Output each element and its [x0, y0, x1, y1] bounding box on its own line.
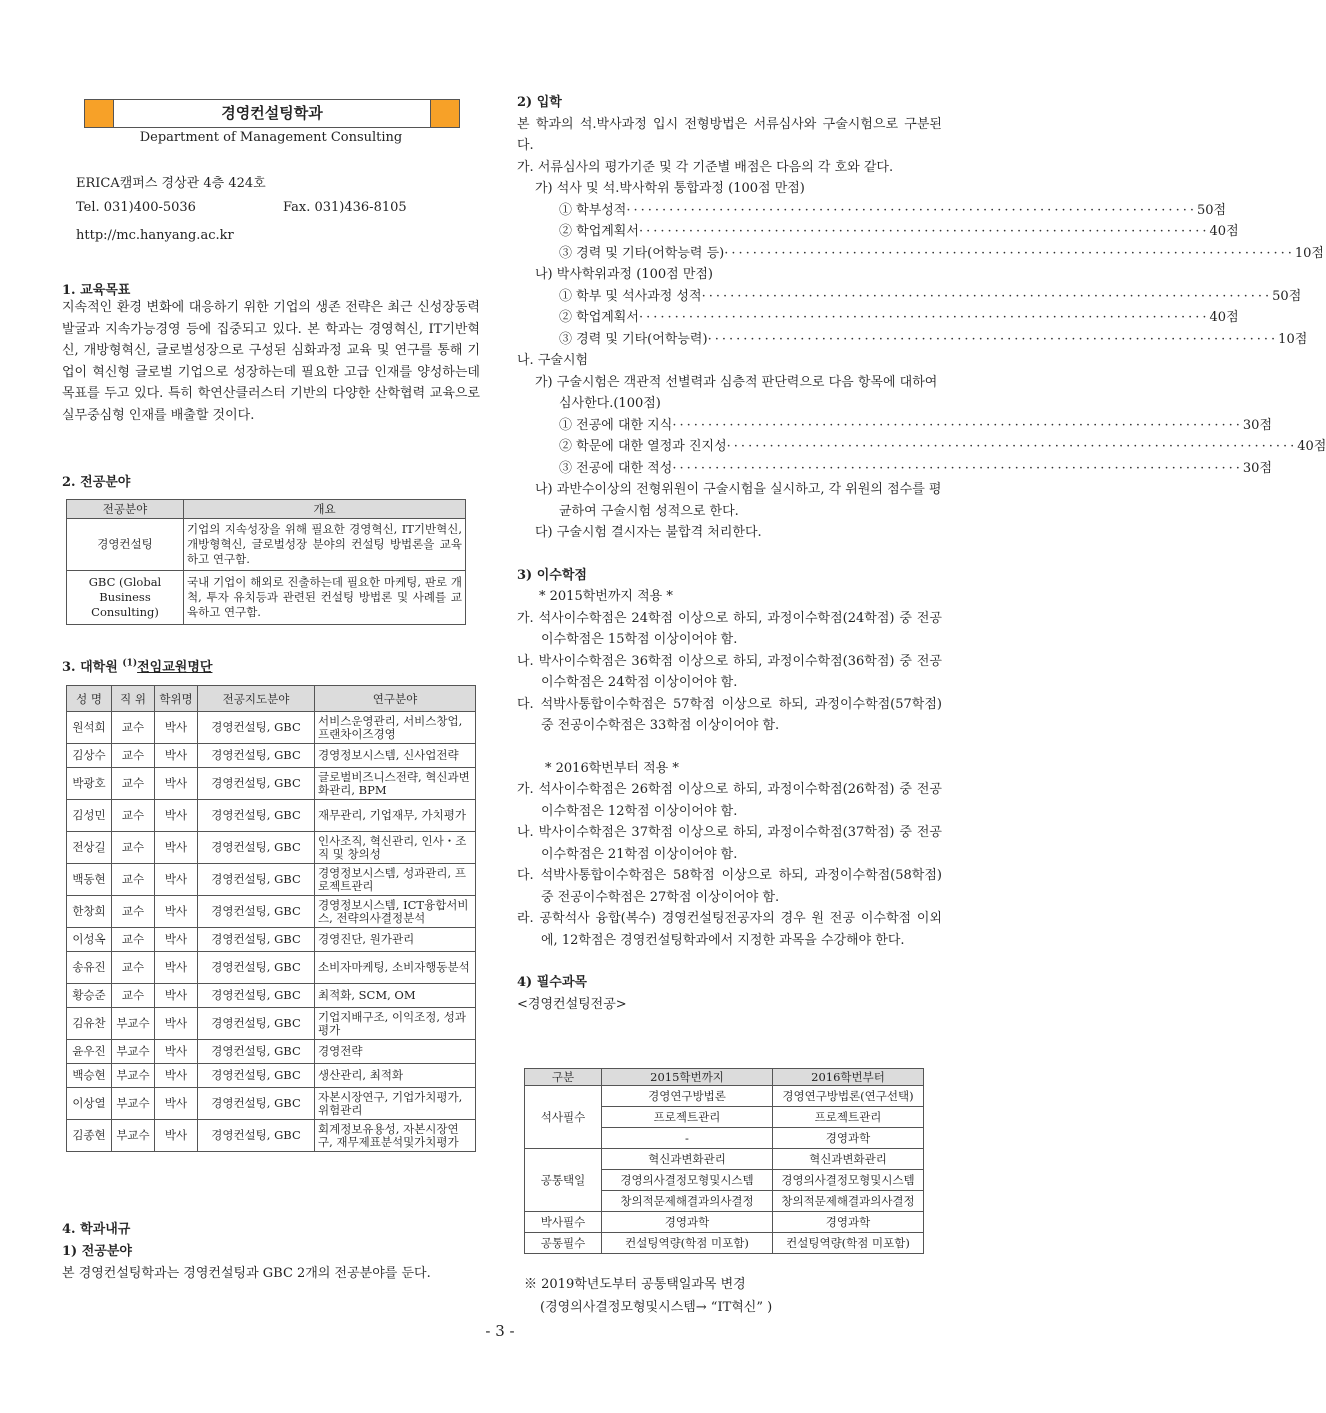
category-cell: 공통필수: [525, 1233, 602, 1254]
score-value: 50점: [1196, 202, 1227, 218]
score-value: 40점: [1209, 310, 1239, 325]
table-row: [67, 832, 476, 864]
major-summary-cell: 기업의 지속성장을 위해 필요한 경영혁신, IT기반혁신, 개방형혁신, 글로벌성장 분야의 컨설팅 방법론을 교육하고 연구함.: [184, 519, 466, 571]
table-cell: 박사: [155, 896, 198, 928]
table-row: [67, 1064, 476, 1088]
table-cell: 회계정보유용성, 자본시장연구, 재무제표분석및가치평가: [315, 1120, 476, 1152]
dot-leader: ················································································: [638, 310, 1210, 325]
table-cell: 박사: [155, 952, 198, 984]
table-cell: 교수: [112, 896, 155, 928]
course-cell: 경영과학: [773, 1128, 924, 1149]
score-label: ① 학부성적: [559, 202, 627, 218]
admission-ga1-list: [517, 200, 1324, 265]
footnote-marker: (1): [122, 658, 138, 669]
table-cell: 김유찬: [67, 1008, 112, 1040]
score-value: 10점: [1294, 245, 1324, 261]
table-cell: 박사: [155, 744, 198, 768]
dot-leader: ················································································: [726, 439, 1298, 454]
major-fields-table: [66, 499, 466, 625]
admission-na: 나. 구술시험: [517, 353, 589, 368]
table-header: 연구분야: [315, 686, 476, 712]
required-heading: 4) 필수과목: [517, 975, 587, 990]
fax: Fax. 031)436-8105: [283, 200, 407, 215]
table-cell: 부교수: [112, 1064, 155, 1088]
table-cell: 교수: [112, 928, 155, 952]
credit-item: 나. 박사이수학점은 37학점 이상으로 하되, 과정이수학점(37학점) 중 전공이수학점은 21학점 이상이어야 함.: [517, 825, 942, 862]
course-cell: 경영의사결정모형및시스템: [773, 1170, 924, 1191]
table-cell: 이상열: [67, 1088, 112, 1120]
table-cell: 경영컨설팅, GBC: [198, 928, 315, 952]
admission-na1: 가) 구술시험은 객관적 선별력과 심층적 판단력으로 다음 항목에 대하여 심사한다.(100점): [535, 374, 938, 411]
table-row: [525, 1086, 924, 1107]
table-cell: 경영정보시스템, ICT융합서비스, 전략의사결정분석: [315, 896, 476, 928]
table-row: [67, 864, 476, 896]
table-cell: 황승준: [67, 984, 112, 1008]
score-value: 40점: [1209, 224, 1239, 239]
course-cell: 혁신과변화관리: [773, 1149, 924, 1170]
table-cell: 경영컨설팅, GBC: [198, 1088, 315, 1120]
required-note-2: (경영의사결정모형및시스템→ “IT혁신” ): [540, 1300, 773, 1315]
dot-leader: ················································································: [701, 288, 1273, 304]
table-cell: 김성민: [67, 800, 112, 832]
score-item: [559, 286, 1302, 308]
course-cell: 경영과학: [773, 1212, 924, 1233]
course-cell: 경영연구방법론(연구선택): [773, 1086, 924, 1107]
score-label: ③ 경력 및 기타(어학능력 등): [559, 245, 725, 261]
table-cell: 생산관리, 최적화: [315, 1064, 476, 1088]
department-title-box: [84, 99, 460, 128]
table-header: 직 위: [112, 686, 155, 712]
table-cell: 경영컨설팅, GBC: [198, 800, 315, 832]
address: ERICA캠퍼스 경상관 4층 424호: [76, 176, 266, 191]
course-cell: 경영과학: [602, 1212, 773, 1233]
table-cell: 경영컨설팅, GBC: [198, 1008, 315, 1040]
table-cell: 소비자마케팅, 소비자행동분석: [315, 952, 476, 984]
dot-leader: ················································································: [672, 460, 1243, 476]
category-cell: 석사필수: [525, 1086, 602, 1149]
table-cell: 박사: [155, 1040, 198, 1064]
score-label: ② 학업계획서: [559, 224, 639, 239]
course-cell: 프로젝트관리: [602, 1107, 773, 1128]
table-header: 2015학번까지: [602, 1069, 773, 1086]
table-header: 학위명: [155, 686, 198, 712]
score-item: [559, 243, 1324, 265]
table-cell: 경영컨설팅, GBC: [198, 952, 315, 984]
table-row: [67, 1120, 476, 1152]
table-cell: 박사: [155, 984, 198, 1008]
table-row: [67, 800, 476, 832]
score-value: 40점: [1297, 439, 1326, 454]
admission-intro: 본 학과의 석.박사과정 입시 전형방법은 서류심사와 구술시험으로 구분된다.: [517, 116, 942, 153]
table-cell: 부교수: [112, 1040, 155, 1064]
telephone: Tel. 031)400-5036: [76, 200, 196, 215]
table-header: 성 명: [67, 686, 112, 712]
table-cell: 부교수: [112, 1088, 155, 1120]
section2-heading: 2. 전공분야: [62, 475, 131, 490]
score-label: ① 학부 및 석사과정 성적: [559, 288, 702, 304]
table-cell: 부교수: [112, 1120, 155, 1152]
table-row: [67, 896, 476, 928]
table-cell: 교수: [112, 864, 155, 896]
table-cell: 경영컨설팅, GBC: [198, 712, 315, 744]
title-accent-left: [85, 100, 113, 127]
table-cell: 박사: [155, 800, 198, 832]
section3-heading-main: 전임교원명단: [137, 660, 213, 675]
table-row: [525, 1212, 924, 1233]
department-title: 경영컨설팅학과: [113, 100, 431, 127]
table-cell: 교수: [112, 744, 155, 768]
score-value: 50점: [1272, 288, 1302, 304]
table-cell: 교수: [112, 832, 155, 864]
credits-2016-list: [517, 779, 942, 951]
table-cell: 박사: [155, 768, 198, 800]
score-item: [559, 221, 1239, 243]
table-cell: 박사: [155, 864, 198, 896]
score-value: 10점: [1278, 331, 1308, 347]
table-cell: 교수: [112, 984, 155, 1008]
table-cell: 박사: [155, 1120, 198, 1152]
table-row: [525, 1149, 924, 1170]
table-cell: 경영정보시스템, 성과관리, 프로젝트관리: [315, 864, 476, 896]
table-cell: 원석희: [67, 712, 112, 744]
table-cell: 경영진단, 원가관리: [315, 928, 476, 952]
credit-item: 가. 석사이수학점은 26학점 이상으로 하되, 과정이수학점(26학점) 중 전공이수학점은 12학점 이상이어야 함.: [517, 782, 942, 819]
section3-heading-prefix: 3. 대학원: [62, 660, 123, 675]
table-cell: 부교수: [112, 1008, 155, 1040]
department-title-english: Department of Management Consulting: [139, 130, 403, 145]
dot-leader: ················································································: [638, 224, 1210, 239]
score-label: ① 전공에 대한 지식: [559, 417, 673, 433]
right-column: [517, 92, 1326, 1015]
course-cell: 혁신과변화관리: [602, 1149, 773, 1170]
section1-body: 지속적인 환경 변화에 대응하기 위한 기업의 생존 전략은 최근 신성장동력 발굴과 지속가능경영 등에 집중되고 있다. 본 학과는 경영혁신, IT기반혁신, 개방형혁신, 글로벌성장으로 구성된 심화과정 교육 및 연구를 통해 기업이 혁신형 글로벌 기업으로 성장하는데 필요한 고급 인재를 양성하는데 목표를 두고 있다. 특히 학연산클러스터 기반의 다양한 산학협력 교육으로 실무중심형 인재를 배출할 것이다.: [62, 300, 480, 423]
table-cell: 한창희: [67, 896, 112, 928]
table-cell: 교수: [112, 712, 155, 744]
course-cell: 창의적문제해결과의사결정: [602, 1191, 773, 1212]
admission-ga2-title: 나) 박사학위과정 (100점 만점): [535, 267, 714, 282]
section1-heading: 1. 교육목표: [62, 283, 131, 298]
table-row: [67, 768, 476, 800]
section4-sub1-body: 본 경영컨설팅학과는 경영컨설팅과 GBC 2개의 전공분야를 둔다.: [62, 1266, 431, 1281]
course-cell: 경영의사결정모형및시스템: [602, 1170, 773, 1191]
section3-heading: [62, 656, 212, 675]
table-cell: 교수: [112, 800, 155, 832]
course-cell: 창의적문제해결과의사결정: [773, 1191, 924, 1212]
course-cell: 컨설팅역량(학점 미포함): [773, 1233, 924, 1254]
admission-na2: 나) 과반수이상의 전형위원이 구술시험을 실시하고, 각 위원의 점수를 평균하여 구술시험 성적으로 한다.: [535, 482, 942, 519]
section4-heading: 4. 학과내규: [62, 1222, 131, 1237]
table-row: [67, 952, 476, 984]
table-header: 개요: [184, 500, 466, 519]
major-field-cell: 경영컨설팅: [67, 519, 184, 571]
table-cell: 경영컨설팅, GBC: [198, 896, 315, 928]
table-cell: 박사: [155, 928, 198, 952]
admission-heading: 2) 입학: [517, 95, 562, 110]
table-cell: 송유진: [67, 952, 112, 984]
table-cell: 자본시장연구, 기업가치평가, 위험관리: [315, 1088, 476, 1120]
table-cell: 재무관리, 기업재무, 가치평가: [315, 800, 476, 832]
table-cell: 교수: [112, 768, 155, 800]
table-cell: 최적화, SCM, OM: [315, 984, 476, 1008]
category-cell: 공통택일: [525, 1149, 602, 1212]
credits-note-2016: * 2016학번부터 적용 *: [545, 760, 679, 776]
category-cell: 박사필수: [525, 1212, 602, 1233]
dot-leader: ················································································: [707, 331, 1279, 347]
table-row: [525, 1233, 924, 1254]
page-number: - 3 -: [485, 1322, 515, 1340]
table-cell: 경영컨설팅, GBC: [198, 1064, 315, 1088]
score-label: ③ 전공에 대한 적성: [559, 460, 673, 476]
section4-sub1-heading: 1) 전공분야: [62, 1244, 132, 1259]
score-label: ② 학업계획서: [559, 310, 639, 325]
dot-leader: ················································································: [672, 417, 1243, 433]
course-cell: 컨설팅역량(학점 미포함): [602, 1233, 773, 1254]
table-cell: 경영정보시스템, 신사업전략: [315, 744, 476, 768]
table-cell: 윤우진: [67, 1040, 112, 1064]
table-row: [67, 744, 476, 768]
table-cell: 박사: [155, 832, 198, 864]
course-cell: 경영연구방법론: [602, 1086, 773, 1107]
homepage-url: http://mc.hanyang.ac.kr: [76, 228, 234, 243]
table-cell: 김종현: [67, 1120, 112, 1152]
table-cell: 경영컨설팅, GBC: [198, 1120, 315, 1152]
table-header: 2016학번부터: [773, 1069, 924, 1086]
score-item: [559, 200, 1227, 222]
table-cell: 경영컨설팅, GBC: [198, 1040, 315, 1064]
table-row: [67, 984, 476, 1008]
major-field-cell: GBC (Global Business Consulting): [67, 571, 184, 625]
admission-ga2-list: [517, 286, 1308, 351]
score-value: 30점: [1242, 417, 1273, 433]
credit-item: 나. 박사이수학점은 36학점 이상으로 하되, 과정이수학점(36학점) 중 전공이수학점은 24학점 이상이어야 함.: [517, 653, 942, 690]
credit-item: 라. 공학석사 융합(복수) 경영컨설팅전공자의 경우 원 전공 이수학점 이외에, 12학점은 경영컨설팅학과에서 지정한 과목을 수강해야 한다.: [517, 911, 942, 948]
credit-item: 다. 석박사통합이수학점은 57학점 이상으로 하되, 과정이수학점(57학점) 중 전공이수학점은 33학점 이상이어야 함.: [517, 696, 942, 733]
table-row: [67, 712, 476, 744]
credit-item: 다. 석박사통합이수학점은 58학점 이상으로 하되, 과정이수학점(58학점) 중 전공이수학점은 27학점 이상이어야 함.: [517, 868, 942, 905]
score-item: [559, 307, 1239, 329]
credits-heading: 3) 이수학점: [517, 567, 587, 583]
table-cell: 백동현: [67, 864, 112, 896]
table-cell: 경영컨설팅, GBC: [198, 744, 315, 768]
table-header: 전공분야: [67, 500, 184, 519]
table-row: [67, 1088, 476, 1120]
table-cell: 교수: [112, 952, 155, 984]
table-cell: 경영컨설팅, GBC: [198, 832, 315, 864]
table-cell: 경영컨설팅, GBC: [198, 984, 315, 1008]
score-value: 30점: [1242, 460, 1273, 476]
table-cell: 박광호: [67, 768, 112, 800]
table-cell: 인사조직, 혁신관리, 인사・조직 및 창의성: [315, 832, 476, 864]
admission-na3: 다) 구술시험 결시자는 불합격 처리한다.: [535, 525, 762, 540]
table-cell: 백승현: [67, 1064, 112, 1088]
dot-leader: ················································································: [724, 245, 1295, 261]
score-item: [559, 458, 1273, 480]
score-item: [559, 329, 1308, 351]
required-subheading: <경영컨설팅전공>: [517, 996, 627, 1012]
faculty-table: [66, 685, 476, 1152]
required-courses-table: [524, 1068, 924, 1254]
admission-ga1-title: 가) 석사 및 석.박사학위 통합과정 (100점 만점): [535, 181, 805, 196]
table-cell: 경영전략: [315, 1040, 476, 1064]
title-accent-right: [431, 100, 459, 127]
table-cell: 서비스운영관리, 서비스창업, 프랜차이즈경영: [315, 712, 476, 744]
score-label: ② 학문에 대한 열정과 진지성: [559, 439, 727, 454]
table-cell: 박사: [155, 1064, 198, 1088]
course-cell: -: [602, 1128, 773, 1149]
score-item: [559, 415, 1273, 437]
admission-na1-list: [517, 415, 1326, 480]
dot-leader: ················································································: [626, 202, 1197, 218]
table-row: [67, 1008, 476, 1040]
table-header: 전공지도분야: [198, 686, 315, 712]
table-row: [67, 1040, 476, 1064]
table-cell: 이성옥: [67, 928, 112, 952]
table-cell: 글로벌비즈니스전략, 혁신과변화관리, BPM: [315, 768, 476, 800]
table-cell: 박사: [155, 1088, 198, 1120]
table-cell: 김상수: [67, 744, 112, 768]
table-row: [67, 928, 476, 952]
table-cell: 경영컨설팅, GBC: [198, 768, 315, 800]
major-summary-cell: 국내 기업이 해외로 진출하는데 필요한 마케팅, 판로 개척, 투자 유치등과 관련된 컨설팅 방법론 및 사례를 교육하고 연구함.: [184, 571, 466, 625]
table-cell: 기업지배구조, 이익조정, 성과평가: [315, 1008, 476, 1040]
required-note-1: ※ 2019학년도부터 공통택일과목 변경: [524, 1277, 746, 1292]
table-header: 구분: [525, 1069, 602, 1086]
score-item: [559, 436, 1326, 458]
admission-ga: 가. 서류심사의 평가기준 및 각 기준별 배점은 다음의 각 호와 같다.: [517, 159, 894, 175]
table-cell: 박사: [155, 712, 198, 744]
table-cell: 박사: [155, 1008, 198, 1040]
course-cell: 프로젝트관리: [773, 1107, 924, 1128]
table-cell: 전상길: [67, 832, 112, 864]
credits-note-2015: * 2015학번까지 적용 *: [539, 589, 673, 604]
table-cell: 경영컨설팅, GBC: [198, 864, 315, 896]
credit-item: 가. 석사이수학점은 24학점 이상으로 하되, 과정이수학점(24학점) 중 전공이수학점은 15학점 이상이어야 함.: [517, 610, 942, 647]
score-label: ③ 경력 및 기타(어학능력): [559, 331, 708, 347]
credits-2015-list: [517, 608, 942, 737]
